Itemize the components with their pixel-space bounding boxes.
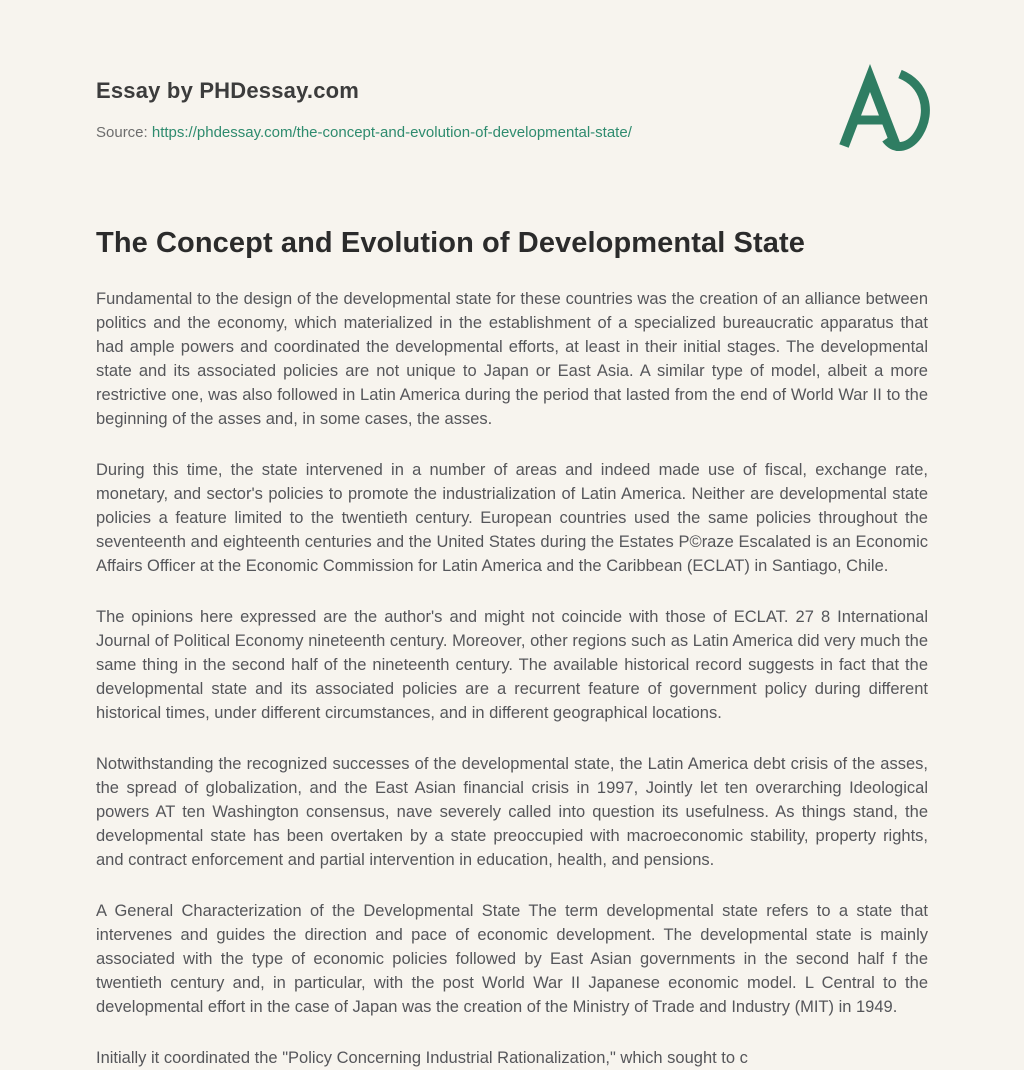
essay-body xyxy=(96,287,928,1070)
essay-header: Essay by PHDessay.com xyxy=(96,78,360,103)
source-link[interactable]: https://phdessay.com/the-concept-and-evolution-of-developmental-state/ xyxy=(151,124,632,141)
page-title: The Concept and Evolution of Developmental State xyxy=(96,227,805,259)
essay-paragraph: Initially it coordinated the "Policy Concerning Industrial Rationalization," which sought to c xyxy=(96,1049,748,1067)
essay-paragraph: During this time, the state intervened in a number of areas and indeed made use of fiscal, exchange rate, monetary, and sector's policies to promote the industrialization of Latin America. Neither are developmental state policies a feature limited to the twentieth century. European countries used the same policies throughout the seventeenth and eighteenth centuries and the United States during the Estates P©raze Escalated is an Economic Affairs Officer at the Economic Commission for Latin America and the Caribbean (ECLAT) in Santiago, Chile. xyxy=(96,461,928,575)
source-label: Source: xyxy=(96,124,148,141)
essay-paragraph: A General Characterization of the Developmental State The term developmental state refers to a state that intervenes and guides the direction and pace of economic development. The developmental state is mainly associated with the type of economic policies followed by East Asian governments in the second half f the twentieth century and, in particular, with the post World War II Japanese economic model. L Central to the developmental effort in the case of Japan was the creation of the Ministry of Trade and Industry (MIT) in 1949. xyxy=(96,902,928,1016)
essay-paragraph: The opinions here expressed are the author's and might not coincide with those of ECLAT. 27 8 International Journal of Political Economy nineteenth century. Moreover, other regions such as Latin America did very much the same thing in the second half of the nineteenth century. The available historical record suggests in fact that the developmental state and its associated policies are a recurrent feature of government policy during different historical times, under different circumstances, and in different geographical locations. xyxy=(96,608,928,722)
essay-paragraph: Notwithstanding the recognized successes of the developmental state, the Latin America debt crisis of the asses, the spread of globalization, and the East Asian financial crisis in 1997, Jointly let ten overarching Ideological powers AT ten Washington consensus, nave severely called into question its usefulness. As things stand, the developmental state has been overtaken by a state preoccupied with macroeconomic stability, property rights, and contract enforcement and partial intervention in education, health, and pensions. xyxy=(96,755,928,869)
essay-paragraph: Fundamental to the design of the developmental state for these countries was the creation of an alliance between politics and the economy, which materialized in the establishment of a specialized bureaucratic apparatus that had ample powers and coordinated the developmental efforts, at least in their initial stages. The developmental state and its associated policies are not unique to Japan or East Asia. A similar type of model, albeit a more restrictive one, was also followed in Latin America during the period that lasted from the end of World War II to the beginning of the asses and, in some cases, the asses. xyxy=(96,290,928,428)
source-line xyxy=(96,124,928,141)
phdessay-logo-icon xyxy=(826,66,936,161)
